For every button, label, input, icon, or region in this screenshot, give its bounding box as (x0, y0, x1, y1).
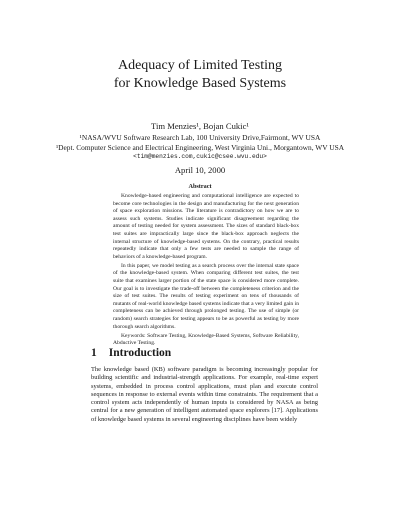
author-block (0, 122, 400, 162)
introduction-paragraph: The knowledge based (KB) software paradigm is becoming increasingly popular for building scientific and industrial-strength applications. For example, real-time expert systems, embedded in process control applications, must plan and execute control sequences in response to external events within time constraints. The requirement that a control system acts independently of human inputs is considered by NASA as being central for a new generation of intelligent automated space explorers [17]. Applications of knowledge based systems in several engineering disciplines have been widely (91, 366, 318, 423)
paper-date: April 10, 2000 (174, 165, 226, 175)
author-emails: <tim@menzies.com,cukic@csee.wvu.edu> (133, 153, 267, 161)
author-names: Tim Menzies¹, Bojan Cukic¹ (151, 121, 249, 131)
title-line-1: Adequacy of Limited Testing (117, 58, 282, 73)
section-number: 1 (91, 347, 97, 359)
abstract-paragraph-1: Knowledge-based engineering and computational intelligence are expected to become core technologies in the design and manufacturing for the next generation of space exploration missions. The literature is contradictory on how we are to assess such systems. Studies indicate significant disagreement regarding the amount of testing needed for system assessment. The sizes of standard black-box test suites are impractically large since the black-box approach neglects the internal structure of knowledge-based systems. On the contrary, practical results repeatedly indicate that only a few tests are needed to sample the range of behaviors of a knowledge-based program. (113, 193, 299, 260)
keywords: Keywords: Software Testing, Knowledge-Based Systems, Software Reliability, Abductive Testing. (113, 332, 299, 347)
affiliation-2: ¹Dept. Computer Science and Electrical Engineering, West Virginia Uni., Morgantown, WV USA (55, 142, 345, 152)
abstract-heading: Abstract (188, 183, 212, 190)
abstract-paragraph-2: In this paper, we model testing as a search process over the internal state space of the knowledge-based system. When comparing different test suites, the test suite that examines larger portion of the state space is considered more complete. Our goal is to investigate the trade-off between the completeness criterion and the size of test suites. The results of testing experiment on tens of thousands of mutants of real-world knowledge based systems indicate that a very limited gain in completeness can be achieved through prolonged testing. The use of simple (or random) search strategies for testing appears to be as powerful as testing by more thorough search algorithms. (113, 262, 299, 330)
section-title: Introduction (108, 347, 172, 359)
paper-title (0, 57, 400, 93)
abstract-body (113, 193, 299, 349)
title-line-2: for Knowledge Based Systems (113, 76, 287, 91)
section-heading (91, 347, 171, 359)
affiliation-1: ¹NASA/WVU Software Research Lab, 100 University Drive,Fairmont, WV USA (79, 132, 321, 142)
introduction-body (91, 366, 318, 424)
